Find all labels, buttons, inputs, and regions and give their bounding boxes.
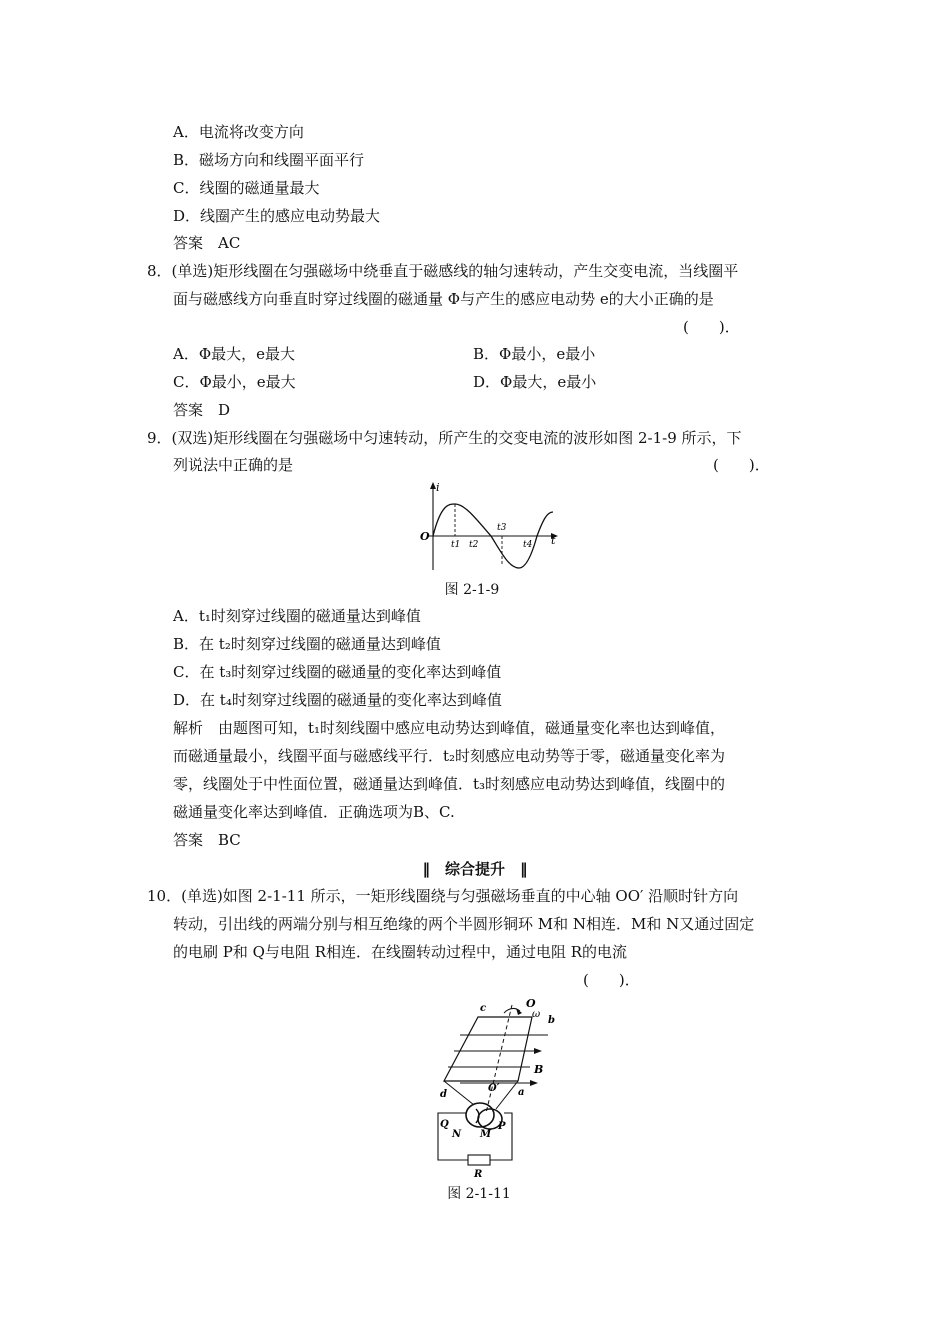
q10-answer-blank: ( )． [583,971,640,989]
lead-d [444,1081,474,1105]
t4-label: t4 [523,540,533,550]
rotation-axis [486,1005,512,1113]
q9-analysis-line4: 磁通量变化率达到峰值．正确选项为B、C. [173,803,455,821]
t3-label: t3 [497,523,507,533]
figure-2-1-11-generator [430,995,560,1180]
field-arrow-2 [534,1048,542,1054]
q8-option-d: D．Φ最大，e最小 [473,373,597,391]
q9-option-b: B．在 t₂时刻穿过线圈的磁通量达到峰值 [173,635,441,653]
q7-option-b: B．磁场方向和线圈平面平行 [173,151,365,169]
q8-option-b: B．Φ最小，e最小 [473,345,596,363]
field-arrow-4 [530,1080,538,1086]
figure-2-1-9-wave [415,480,565,575]
label-n: N [452,1129,462,1140]
q9-answer: 答案 BC [173,831,241,849]
q10-stem-line2: 转动，引出线的两端分别与相互绝缘的两个半圆形铜环 M和 N相连．M和 N又通过固定 [173,915,755,933]
resistor-r [468,1155,490,1165]
label-d: d [440,1089,447,1100]
q9-analysis-line2: 而磁通量最小，线圈平面与磁感线平行．t₂时刻感应电动势等于零，磁通量变化率为 [173,747,726,765]
label-b: b [548,1015,555,1026]
label-p: P [498,1121,506,1132]
label-q: Q [440,1119,449,1130]
label-field-b: B [534,1063,544,1076]
q8-option-a: A．Φ最大，e最大 [173,345,296,363]
q8-option-c: C．Φ最小，e最大 [173,373,296,391]
origin-label: O [420,530,430,543]
figure-2-1-9-caption: 图 2-1-9 [444,582,500,598]
q9-option-c: C．在 t₃时刻穿过线圈的磁通量的变化率达到峰值 [173,663,502,681]
q9-stem-line2: 列说法中正确的是 [173,456,294,474]
q8-stem-line1: 8．(单选)矩形线圈在匀强磁场中绕垂直于磁感线的轴匀速转动，产生交变电流，当线圈平 [147,262,739,280]
q9-answer-blank: ( )． [713,456,770,474]
label-o: O [526,997,536,1010]
t-axis-label: t [551,534,556,547]
q8-stem-line2: 面与磁感线方向垂直时穿过线圈的磁通量 Φ与产生的感应电动势 e的大小正确的是 [173,290,714,308]
q7-option-d: D．线圈产生的感应电动势最大 [173,207,381,225]
q10-stem-line3: 的电刷 P和 Q与电阻 R相连．在线圈转动过程中，通过电阻 R的电流 [173,943,628,961]
label-a: a [518,1087,525,1098]
label-omega: ω [532,1009,541,1020]
coil-frame [444,1017,532,1081]
q9-stem-line1: 9．(双选)矩形线圈在匀强磁场中匀速转动，所产生的交变电流的波形如图 2-1-9 所示，下 [147,429,742,447]
label-m: M [480,1129,492,1140]
q9-analysis-line3: 零，线圈处于中性面位置，磁通量达到峰值．t₃时刻感应电动势达到峰值，线圈中的 [173,775,726,793]
q8-answer: 答案 D [173,401,231,419]
section-title: ‖ 综合提升 ‖ [422,860,528,878]
q8-answer-blank: ( )． [683,318,740,336]
q9-option-a: A．t₁时刻穿过线圈的磁通量达到峰值 [173,607,421,625]
t2-label: t2 [469,540,479,550]
q10-stem-line1: 10．(单选)如图 2-1-11 所示，一矩形线圈绕与匀强磁场垂直的中心轴 OO′ 沿顺时针方向 [147,887,739,905]
figure-2-1-11-caption: 图 2-1-11 [447,1186,511,1202]
label-c: c [480,1003,487,1014]
rotation-arrowhead [516,1008,522,1015]
label-r: R [474,1169,483,1180]
q9-option-d: D．在 t₄时刻穿过线圈的磁通量的变化率达到峰值 [173,691,502,709]
q7-option-a: A．电流将改变方向 [173,123,304,141]
i-axis-label: i [436,481,440,494]
q7-option-c: C．线圈的磁通量最大 [173,179,320,197]
q7-answer: 答案 AC [173,234,241,252]
label-o-prime: O′ [488,1083,500,1094]
t1-label: t1 [451,540,461,550]
q9-analysis-line1: 解析 由题图可知，t₁时刻线圈中感应电动势达到峰值，磁通量变化率也达到峰值， [173,719,726,737]
